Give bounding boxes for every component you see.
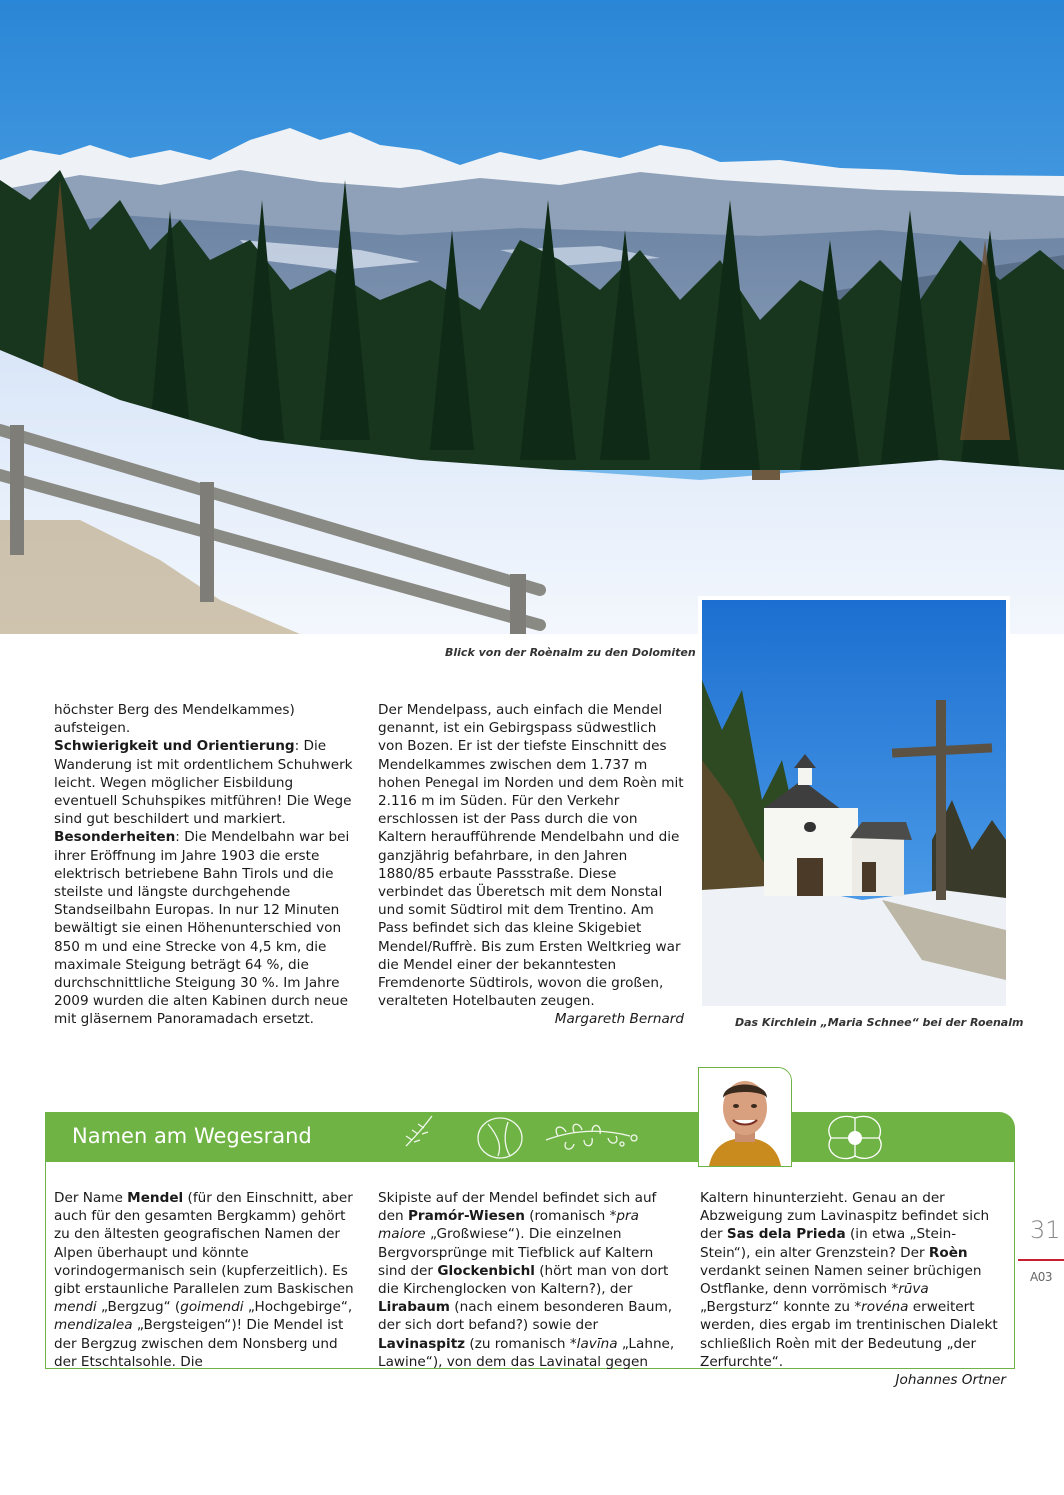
- term-sas-dela-prieda: Sas dela Prieda: [726, 1226, 846, 1243]
- text: (nach einem besonderen Baum, der sich dort befand?) sowie der: [378, 1299, 673, 1334]
- text: erweitert werden, dies ergab im trentinischen Dialekt schließlich Roèn mit der Bedeutung „der Zerfurchte“.: [700, 1299, 998, 1370]
- term-roen: Roèn: [928, 1244, 968, 1261]
- term-glockenbichl: Glockenbichl: [437, 1262, 535, 1279]
- names-paragraph-2: [378, 1189, 684, 1371]
- text: „Großwiese“). Die einzelnen Bergvorsprünge mit Tiefblick auf Kaltern sind der: [378, 1226, 654, 1279]
- names-author: Johannes Ortner: [895, 1372, 1006, 1389]
- names-paragraph-3: [700, 1189, 1006, 1371]
- text: „Lahne, Lawine“), von dem das Lavinatal gegen: [378, 1335, 675, 1370]
- text: (hört man von dort die Kirchenglocken von Kaltern?), der: [378, 1262, 669, 1298]
- special-text: : Die Mendelbahn war bei ihrer Eröffnung im Jahre 1903 die erste elektrisch betriebene Bahn Tirols und die steilste und längste durchgehende Standseilbahn Europas. In nur 12 Minuten bewältigt sie einen Höhenunterschied von 850 m und eine Strecke von 4,5 km, die maximale Steigung beträgt 64 %, die durchschnittliche Steigung 30 %. Im Jahre 2009 wurden die alten Kabinen durch neue mit gläsernem Panoramadach ersetzt.: [54, 829, 350, 1028]
- text: (in etwa „Stein-Stein“), ein alter Grenzstein? Der: [700, 1226, 957, 1261]
- article-intro: höchster Berg des Mendelkammes) aufsteigen.: [54, 702, 295, 737]
- text: Kaltern hinunterzieht. Genau an der Abzweigung zum Lavinaspitz befindet sich der: [700, 1190, 990, 1243]
- text: (zu romanisch *: [465, 1335, 577, 1352]
- text: Der Name: [54, 1190, 128, 1206]
- article-author: Margareth Bernard: [554, 1011, 684, 1028]
- text: „Bergsturz“ konnte zu *: [700, 1299, 862, 1316]
- article-column-2: [378, 701, 684, 1029]
- article-column-1: [54, 701, 356, 1029]
- text: „Hochgebirge“,: [243, 1299, 353, 1316]
- term-pramor: Pramór-Wiesen: [407, 1208, 525, 1225]
- hero-photo: [0, 0, 1064, 634]
- hero-caption: Blick von der Roènalm zu den Dolomiten: [445, 646, 696, 659]
- names-box-title: Namen am Wegesrand: [72, 1124, 312, 1148]
- mendelpass-paragraph: Der Mendelpass, auch einfach die Mendel genannt, ist ein Gebirgspass südwestlich von Bozen. Er ist der tiefste Einschnitt des Mendelkammes zwischen dem 1.737 m hohen Penegal im Norden und dem Roèn mit 2.116 m im Süden. Für den Verkehr erschlossen ist der Pass durch die von Kaltern heraufführende Mendelbahn und die ganzjährig befahrbare, in den Jahren 1880/85 erbaute Passstraße. Diese verbindet das Überetsch mit dem Nonstal und somit Südtirol mit dem Trentino. Am Pass befindet sich das kleine Skigebiet Mendel/Ruffrè. Bis zum Ersten Weltkrieg war die Mendel einer der bekanntesten Fremdenorte Südtirols, wovon die großen, veralteten Hotelbauten zeugen.: [378, 702, 684, 1010]
- difficulty-label: Schwierigkeit und Orientierung: [54, 738, 295, 755]
- term-mendizalea: mendizalea: [54, 1317, 133, 1334]
- chapel-caption: Das Kirchlein „Maria Schnee“ bei der Roenalm: [735, 1016, 1024, 1029]
- term-pra-maiore: pra maiore: [378, 1208, 639, 1243]
- term-lavinaspitz: Lavinaspitz: [378, 1335, 466, 1352]
- author-portrait: [698, 1067, 792, 1167]
- names-column-2: [378, 1189, 684, 1371]
- page-number-rule: [1018, 1259, 1064, 1261]
- names-paragraph-1: [54, 1189, 360, 1371]
- text: (romanisch *: [524, 1208, 617, 1225]
- term-mendel: Mendel: [127, 1190, 184, 1206]
- names-column-3: [700, 1189, 1006, 1389]
- names-column-1: [54, 1189, 360, 1371]
- term-mendi: mendi: [54, 1299, 97, 1316]
- term-lirabaum: Lirabaum: [378, 1299, 450, 1316]
- page-number: 31: [1030, 1216, 1061, 1244]
- text: „Bergzug“ (: [96, 1299, 181, 1316]
- special-label: Besonderheiten: [54, 829, 176, 846]
- difficulty-paragraph: [54, 737, 356, 828]
- poppy-icon: [815, 1110, 895, 1166]
- page-code: A03: [1030, 1270, 1052, 1284]
- term-lavina: lavīna: [576, 1335, 618, 1352]
- text: verdankt seinen Namen seiner brüchigen Ostflanke, denn vorrömisch *: [700, 1262, 982, 1298]
- term-ruva: rūva: [898, 1281, 929, 1298]
- text: Skipiste auf der Mendel befindet sich auf den: [378, 1190, 657, 1225]
- chapel-photo: [698, 596, 1010, 1010]
- text: (für den Einschnitt, aber auch für den gesamten Bergkamm) gehört zu den ältesten geografischen Namen der Alpen überhaupt und könnte vorindogermanisch sein (kupferzeitlich). Es gibt erstaunliche Parallelen zum Baskischen: [54, 1190, 354, 1298]
- text: „Bergsteigen“)! Die Mendel ist der Bergzug zwischen dem Nonsberg und der Etschtalsohle. Die: [54, 1317, 344, 1370]
- flower-decoration-icon: [398, 1110, 698, 1166]
- special-paragraph: [54, 828, 356, 1028]
- difficulty-text: : Die Wanderung ist mit ordentlichem Schuhwerk leicht. Wegen möglicher Eisbildung eventuell Schuhspikes mitführen! Die Wege sind gut beschildert und markiert.: [54, 738, 353, 828]
- term-rovena: rovéna: [861, 1299, 909, 1316]
- term-goimendi: goimendi: [180, 1299, 244, 1316]
